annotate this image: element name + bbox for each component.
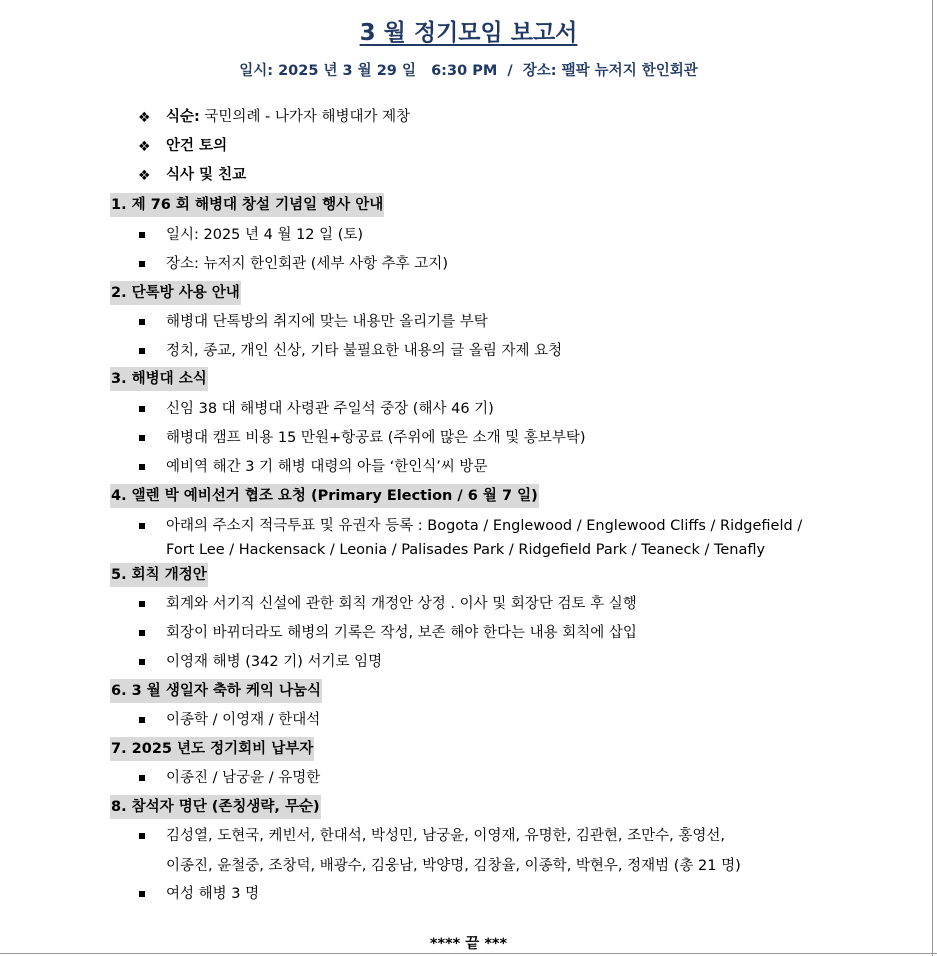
list-item: 예비역 해간 3 기 해병 대령의 아들 ‘한인식’씨 방문 <box>166 459 488 475</box>
square-bullet-icon <box>139 717 145 723</box>
intro-item: 식사 및 친교 <box>166 167 247 183</box>
intro-item: 식순: 국민의례 - 나가자 해병대가 제창 <box>166 109 411 125</box>
square-bullet-icon <box>139 348 145 354</box>
square-bullet-icon <box>139 630 145 636</box>
page-border-right <box>932 0 933 956</box>
square-bullet-icon <box>139 435 145 441</box>
list-item: 신임 38 대 해병대 사령관 주일석 중장 (해사 46 기) <box>166 401 494 417</box>
section-heading: 8. 참석자 명단 (존칭생략, 무순) <box>110 795 321 819</box>
list-item: 여성 해병 3 명 <box>166 886 260 902</box>
square-bullet-icon <box>139 406 145 412</box>
section-heading: 4. 앨렌 박 예비선거 협조 요청 (Primary Election / 6 월 7 일) <box>110 484 539 508</box>
square-bullet-icon <box>139 833 145 839</box>
intro-item: 안건 토의 <box>166 138 228 154</box>
list-item-continuation: Fort Lee / Hackensack / Leonia / Palisades Park / Ridgefield Park / Teaneck / Tenafly <box>166 542 766 558</box>
square-bullet-icon <box>139 891 145 897</box>
square-bullet-icon <box>139 232 145 238</box>
list-item: 김성열, 도현국, 케빈서, 한대석, 박성민, 남궁윤, 이영재, 유명한, 김관현, 조만수, 홍영선, <box>166 828 726 844</box>
document-end-mark: **** 끝 *** <box>429 936 508 952</box>
list-item: 이종학 / 이영재 / 한대석 <box>166 712 321 728</box>
list-item: 회장이 바뀌더라도 해병의 기록은 작성, 보존 해야 한다는 내용 회칙에 삽입 <box>166 625 637 641</box>
section-heading: 3. 해병대 소식 <box>110 367 208 391</box>
list-item: 해병대 단톡방의 취지에 맞는 내용만 올리기를 부탁 <box>166 314 488 330</box>
square-bullet-icon <box>139 775 145 781</box>
list-item: 이영재 해병 (342 기) 서기로 임명 <box>166 654 383 670</box>
list-item: 장소: 뉴저지 한인회관 (세부 사항 추후 고지) <box>166 256 448 272</box>
section-heading: 6. 3 월 생일자 축하 케익 나눔식 <box>110 679 322 703</box>
diamond-bullet-icon: ❖ <box>138 110 151 126</box>
square-bullet-icon <box>139 523 145 529</box>
report-title: 3 월 정기모임 보고서 <box>359 20 578 46</box>
square-bullet-icon <box>139 601 145 607</box>
list-item: 해병대 캠프 비용 15 만원+항공료 (주위에 많은 소개 및 홍보부탁) <box>166 430 586 446</box>
report-date-location: 일시: 2025 년 3 월 29 일 6:30 PM / 장소: 팰팍 뉴저지 한인회관 <box>239 63 698 79</box>
section-heading: 1. 제 76 회 해병대 창설 기념일 행사 안내 <box>110 193 384 217</box>
diamond-bullet-icon: ❖ <box>138 168 151 184</box>
list-item-continuation: 이종진, 윤철중, 조창덕, 배광수, 김웅남, 박양명, 김창율, 이종학, 박현우, 정재범 (총 21 명) <box>166 858 741 874</box>
section-heading: 7. 2025 년도 정기회비 납부자 <box>110 737 314 761</box>
list-item: 정치, 종교, 개인 신상, 기타 불필요한 내용의 글 올림 자제 요청 <box>166 343 563 359</box>
square-bullet-icon <box>139 261 145 267</box>
list-item: 회계와 서기직 신설에 관한 회칙 개정안 상정 . 이사 및 회장단 검토 후 실행 <box>166 596 637 612</box>
section-heading: 5. 회칙 개정안 <box>110 563 208 587</box>
list-item: 아래의 주소지 적극투표 및 유권자 등록 : Bogota / Englewood / Englewood Cliffs / Ridgefield / <box>166 518 803 534</box>
list-item: 이종진 / 남궁윤 / 유명한 <box>166 770 321 786</box>
square-bullet-icon <box>139 659 145 665</box>
page-border-bottom <box>0 953 937 954</box>
section-heading: 2. 단톡방 사용 안내 <box>110 281 241 305</box>
diamond-bullet-icon: ❖ <box>138 139 151 155</box>
square-bullet-icon <box>139 319 145 325</box>
square-bullet-icon <box>139 464 145 470</box>
list-item: 일시: 2025 년 4 월 12 일 (토) <box>166 227 364 243</box>
